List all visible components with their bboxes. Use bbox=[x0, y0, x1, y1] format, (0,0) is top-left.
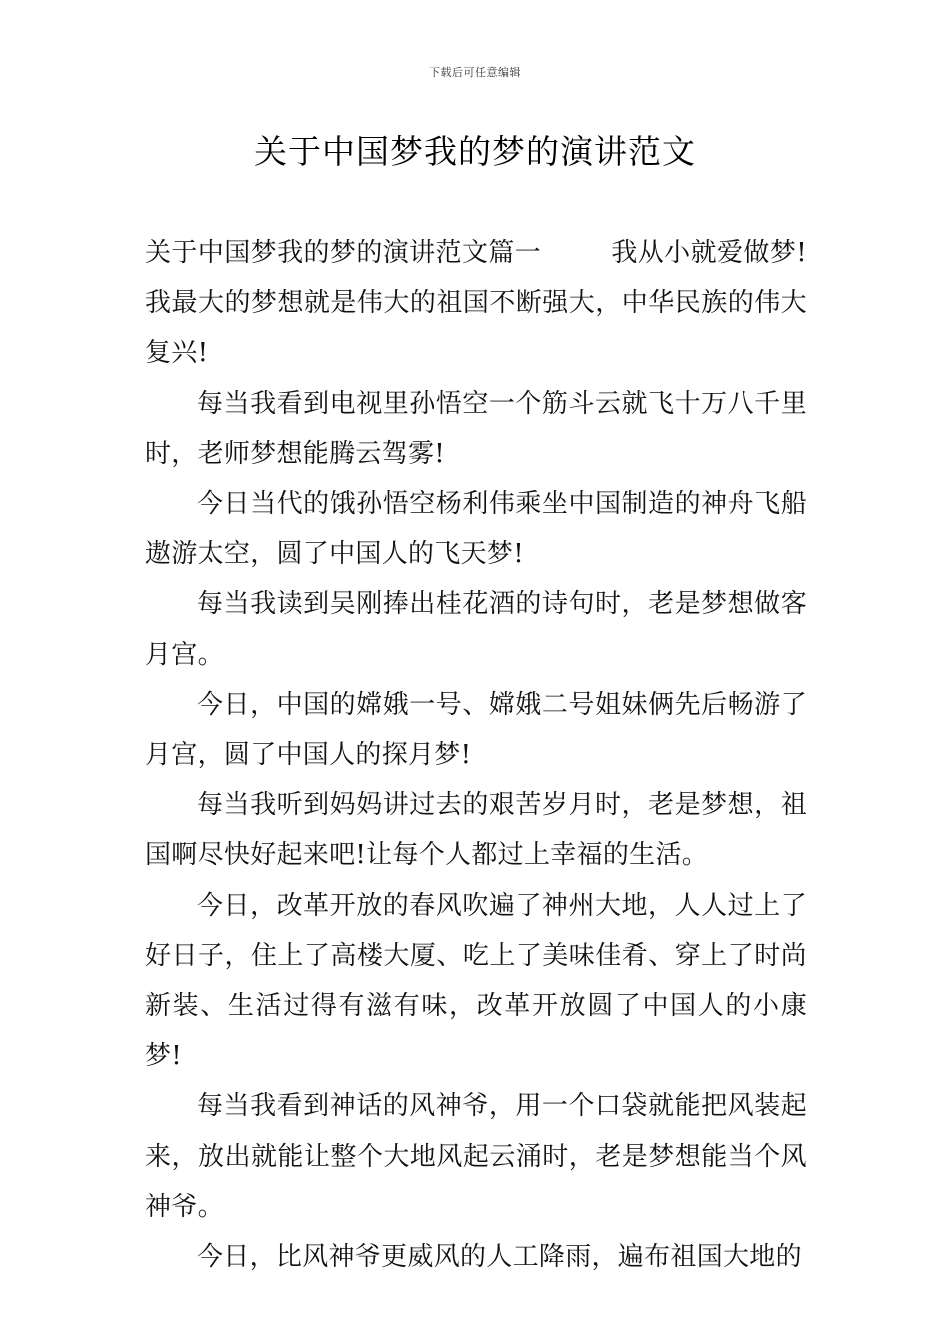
document-title: 关于中国梦我的梦的演讲范文 bbox=[254, 132, 696, 171]
paragraph-9: 今日，比风神爷更威风的人工降雨，遍布祖国大地的 bbox=[197, 1242, 802, 1273]
document-body bbox=[145, 228, 807, 1282]
paragraph-6: 每当我听到妈妈讲过去的艰苦岁月时，老是梦想，祖国啊尽快好起来吧!让每个人都过上幸福的生活。 bbox=[145, 790, 807, 871]
paragraph-1 bbox=[145, 228, 807, 379]
paragraph-3: 今日当代的饿孙悟空杨利伟乘坐中国制造的神舟飞船遨游太空，圆了中国人的飞天梦! bbox=[145, 489, 807, 570]
header-note: 下载后可任意编辑 bbox=[429, 66, 521, 79]
paragraph-text: 我从小就爱做梦!我最大的梦想就是伟大的祖国不断强大，中华民族的伟大复兴! bbox=[145, 238, 807, 369]
paragraph-7: 今日，改革开放的春风吹遍了神州大地，人人过上了好日子，住上了高楼大厦、吃上了美味佳肴、穿上了时尚新装、生活过得有滋有味，改革开放圆了中国人的小康梦! bbox=[145, 890, 807, 1072]
paragraph-4: 每当我读到吴刚捧出桂花酒的诗句时，老是梦想做客月宫。 bbox=[145, 589, 807, 670]
paragraph-8: 每当我看到神话的风神爷，用一个口袋就能把风装起来，放出就能让整个大地风起云涌时，老是梦想能当个风神爷。 bbox=[145, 1091, 807, 1222]
paragraph-5: 今日，中国的嫦娥一号、嫦娥二号姐妹俩先后畅游了月宫，圆了中国人的探月梦! bbox=[145, 689, 807, 771]
paragraph-2: 每当我看到电视里孙悟空一个筋斗云就飞十万八千里时，老师梦想能腾云驾雾! bbox=[145, 388, 807, 469]
section-heading: 关于中国梦我的梦的演讲范文篇一 bbox=[145, 238, 542, 268]
